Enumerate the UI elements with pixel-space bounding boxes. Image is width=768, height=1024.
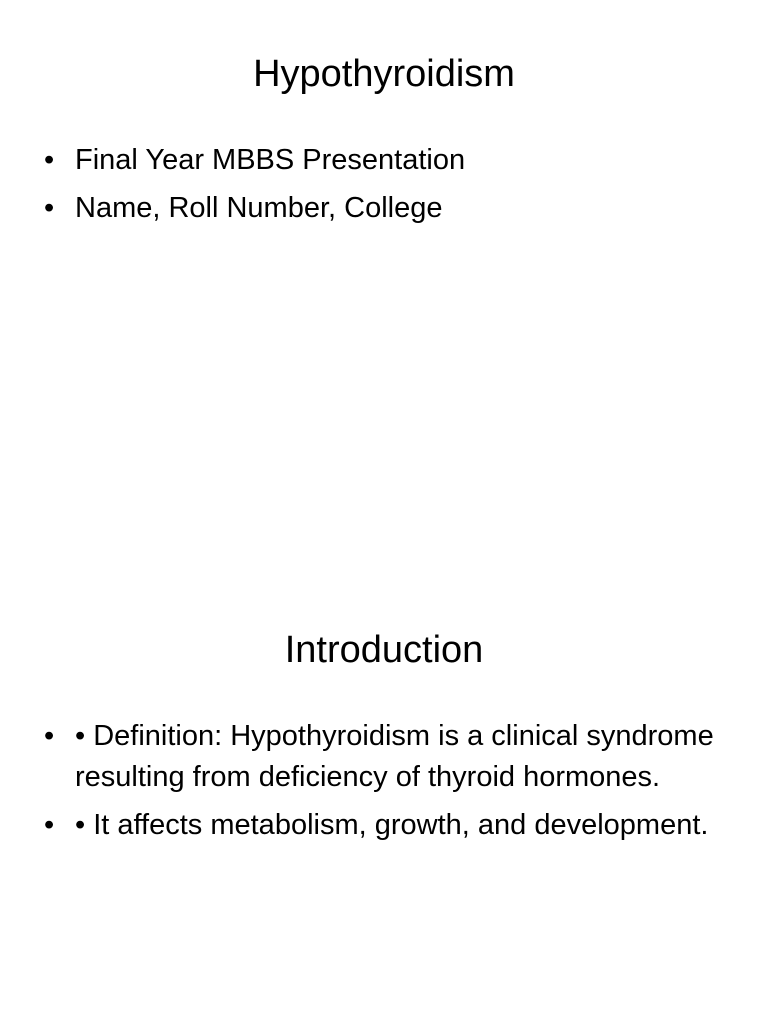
bullet-item bbox=[44, 716, 724, 798]
introduction-slide bbox=[0, 576, 768, 1024]
slide-title: Introduction bbox=[284, 629, 484, 671]
bullet-text: • Definition: Hypothyroidism is a clinical syndrome resulting from deficiency of thyroid hormones. bbox=[75, 720, 714, 793]
bullet-list bbox=[44, 140, 724, 236]
bullet-text: Name, Roll Number, College bbox=[75, 192, 443, 224]
bullet-item bbox=[44, 188, 724, 229]
bullet-dot-icon: • bbox=[44, 192, 55, 224]
bullet-text: Final Year MBBS Presentation bbox=[75, 144, 466, 176]
bullet-dot-icon: • bbox=[44, 720, 55, 752]
bullet-item bbox=[44, 805, 724, 846]
bullet-text: • It affects metabolism, growth, and development. bbox=[75, 809, 709, 841]
bullet-dot-icon: • bbox=[44, 144, 55, 176]
slide-title: Hypothyroidism bbox=[253, 53, 515, 95]
bullet-dot-icon: • bbox=[44, 809, 55, 841]
bullet-item bbox=[44, 140, 724, 181]
bullet-list bbox=[44, 716, 724, 853]
